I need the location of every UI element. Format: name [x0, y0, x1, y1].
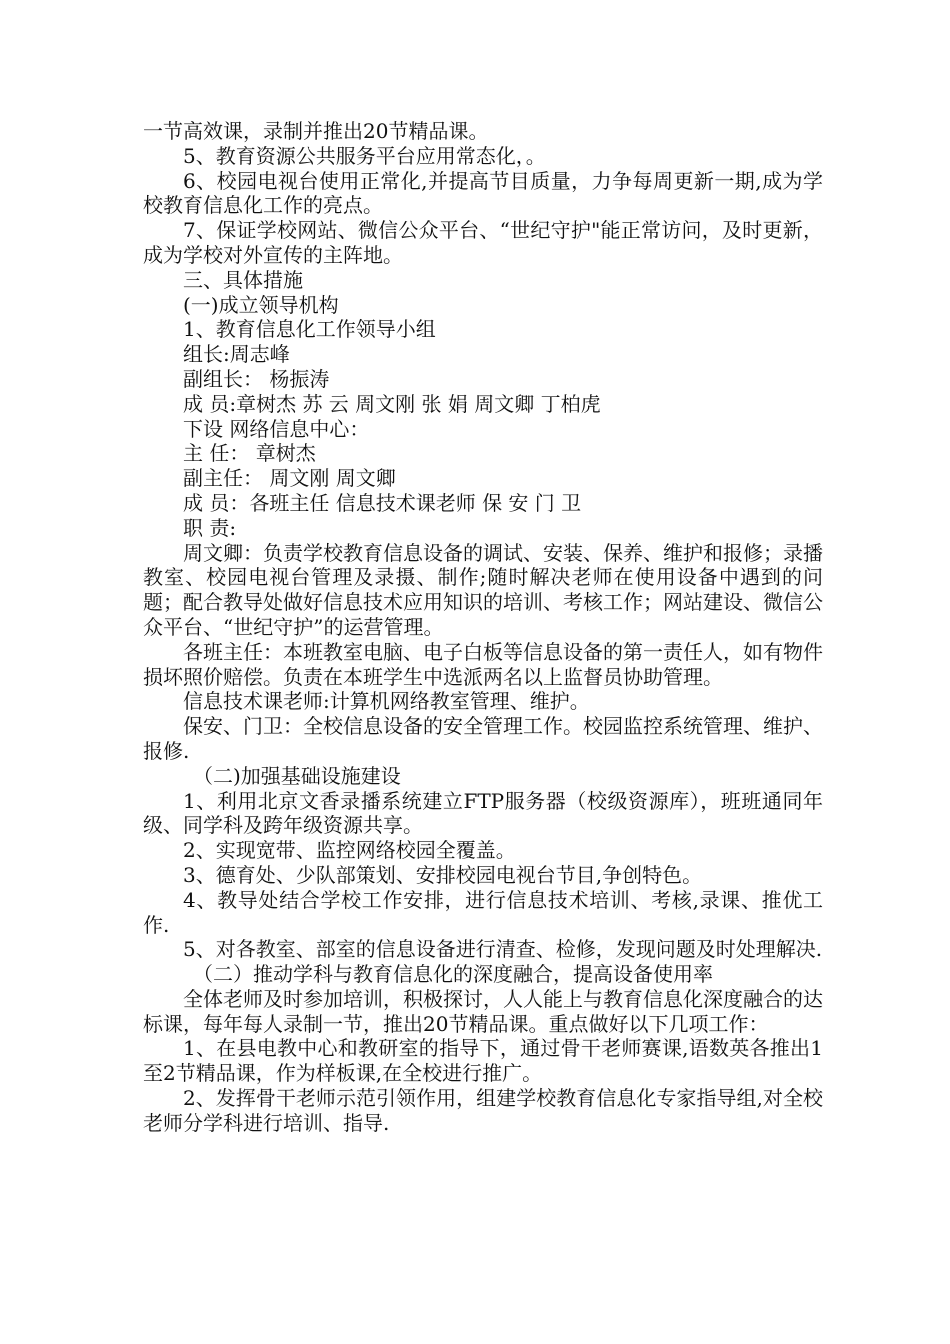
paragraph: 1、教育信息化工作领导小组: [183, 317, 436, 342]
paragraph: 信息技术课老师:计算机网络教室管理、维护。: [183, 689, 590, 714]
paragraph: 全体老师及时参加培训，积极探讨，人人能上与教育信息化深度融合的达标课，每年每人录制一节，推出20节精品课。重点做好以下几项工作：: [143, 986, 823, 1036]
paragraph: 6、校园电视台使用正常化,并提高节目质量，力争每周更新一期,成为学校教育信息化工作的亮点。: [143, 168, 823, 218]
paragraph: 1、在县电教中心和教研室的指导下，通过骨干老师赛课,语数英各推出1至2节精品课，作为样板课,在全校进行推广。: [143, 1036, 823, 1086]
paragraph: 保安、门卫：全校信息设备的安全管理工作。校园监控系统管理、维护、报修.: [143, 714, 823, 763]
paragraph: 下设 网络信息中心：: [183, 416, 370, 441]
subsection-heading: （二)加强基础设施建设: [193, 763, 401, 788]
paragraph: 5、教育资源公共服务平台应用常态化，。: [183, 143, 546, 168]
paragraph: 5、对各教室、部室的信息设备进行清查、检修，发现问题及时处理解决.: [183, 937, 823, 962]
section-heading: 三、具体措施: [183, 267, 303, 292]
paragraph: 一节高效课，录制并推出20节精品课。: [143, 119, 489, 143]
paragraph: 7、保证学校网站、微信公众平台、“世纪守护"能正常访问，及时更新，成为学校对外宣传的主阵地。: [143, 218, 823, 267]
document-body: [143, 119, 823, 1136]
paragraph: 1、利用北京文香录播系统建立FTP服务器（校级资源库），班班通同年级、同学科及跨年级资源共享。: [143, 788, 823, 838]
subsection-heading: （二）推动学科与教育信息化的深度融合，提高设备使用率: [193, 962, 713, 987]
subsection-heading: (一)成立领导机构: [183, 292, 339, 317]
paragraph: 2、实现宽带、监控网络校园全覆盖。: [183, 838, 516, 863]
paragraph: 3、德育处、少队部策划、安排校园电视台节目,争创特色。: [183, 862, 703, 887]
paragraph: 2、发挥骨干老师示范引领作用，组建学校教育信息化专家指导组,对全校老师分学科进行培训、指导.: [143, 1086, 823, 1135]
paragraph: 周文卿：负责学校教育信息设备的调试、安装、保养、维护和报修；录播教室、校园电视台管理及录摄、制作;随时解决老师在使用设备中遇到的问题；配合教导处做好信息技术应用知识的培训、考核工作；网站建设、微信公众平台、“世纪守护”的运营管理。: [143, 540, 823, 639]
paragraph: 组长:周志峰: [183, 342, 290, 367]
paragraph: 成 员:章树杰 苏 云 周文刚 张 娟 周文卿 丁柏虎: [183, 391, 601, 416]
paragraph: 副组长： 杨振涛: [183, 366, 330, 391]
paragraph: 主 任： 章树杰: [183, 441, 316, 466]
paragraph: 副主任： 周文刚 周文卿: [183, 466, 396, 491]
paragraph: 成 员：各班主任 信息技术课老师 保 安 门 卫: [183, 490, 582, 515]
paragraph: 职 责:: [183, 515, 237, 540]
paragraph: 各班主任：本班教室电脑、电子白板等信息设备的第一责任人，如有物件损坏照价赔偿。负责在本班学生中选派两名以上监督员协助管理。: [143, 639, 823, 689]
paragraph: 4、教导处结合学校工作安排，进行信息技术培训、考核,录课、推优工作.: [143, 887, 823, 937]
